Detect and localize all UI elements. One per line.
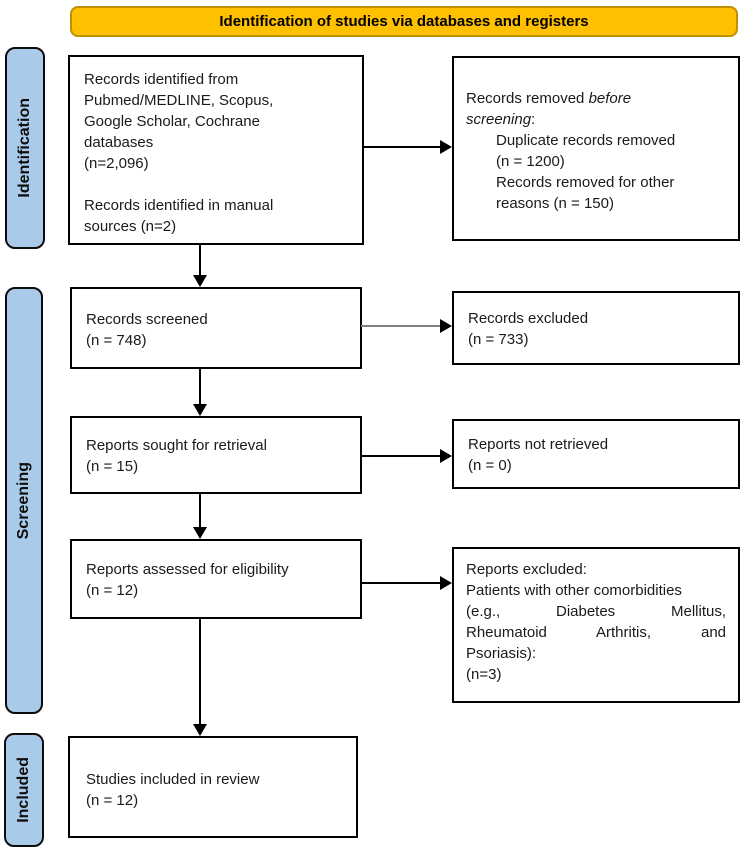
- text-line: Records identified in manual: [84, 197, 274, 214]
- arrow-shaft: [199, 619, 201, 724]
- text-line: [466, 109, 726, 130]
- arrow-head-icon: [193, 527, 207, 539]
- text-line: (n=3): [466, 666, 502, 683]
- arrow-assessed-to-reports-excluded: [361, 576, 452, 590]
- arrow-sought-to-not-retrieved: [361, 449, 452, 463]
- phase-label-included-text: Included: [15, 757, 32, 823]
- arrow-head-icon: [440, 140, 452, 154]
- arrow-shaft: [199, 245, 201, 275]
- text-line: [466, 88, 726, 109]
- text-line: Reports excluded:: [466, 561, 587, 578]
- arrow-head-icon: [193, 404, 207, 416]
- arrow-screened-to-excluded: [361, 319, 452, 333]
- box-reports-not-retrieved: [452, 419, 740, 489]
- arrow-identified-to-removed: [363, 140, 452, 154]
- arrow-head-icon: [440, 449, 452, 463]
- text-line: (n = 748): [86, 332, 147, 349]
- box-studies-included: [68, 736, 358, 838]
- phase-label-identification: [5, 47, 45, 249]
- text-line: databases: [84, 134, 154, 151]
- phase-label-included: [4, 733, 44, 847]
- text-line: Reports not retrieved: [468, 436, 609, 453]
- arrow-sought-to-assessed: [193, 494, 207, 539]
- box-records-removed: [452, 56, 740, 241]
- text-line: (n = 0): [468, 457, 512, 474]
- text-line: Records screened: [86, 311, 208, 328]
- text-line: (n = 733): [468, 331, 529, 348]
- text-line: (n = 1200): [496, 153, 565, 170]
- text-line: (n=2,096): [84, 155, 149, 172]
- text-fragment-italic: before: [588, 90, 632, 107]
- text-line: Records removed for other: [496, 174, 675, 191]
- text-line: Rheumatoid Arthritis, and: [466, 624, 726, 641]
- arrow-assessed-to-included: [193, 619, 207, 736]
- arrow-shaft: [199, 494, 201, 527]
- text-line: Reports sought for retrieval: [86, 437, 267, 454]
- box-records-excluded: [452, 291, 740, 365]
- box-records-identified: [68, 55, 364, 245]
- arrow-identified-to-screened: [193, 245, 207, 287]
- text-line: reasons (n = 150): [496, 195, 614, 212]
- text-line: Reports assessed for eligibility: [86, 561, 289, 578]
- text-line: Pubmed/MEDLINE, Scopus,: [84, 92, 274, 109]
- text-fragment: Records removed: [466, 90, 589, 107]
- text-line: Duplicate records removed: [496, 132, 676, 149]
- text-line: Google Scholar, Cochrane: [84, 113, 260, 130]
- text-line: Records excluded: [468, 310, 589, 327]
- phase-label-screening-text: Screening: [15, 461, 32, 540]
- phase-label-identification-text: Identification: [16, 98, 33, 198]
- box-reports-excluded: [452, 547, 740, 703]
- phase-label-screening: [5, 287, 43, 714]
- arrow-head-icon: [440, 319, 452, 333]
- arrow-shaft: [361, 325, 440, 327]
- text-fragment-italic: screening: [466, 111, 532, 128]
- arrow-head-icon: [193, 275, 207, 287]
- box-reports-sought: [70, 416, 362, 494]
- text-line: Psoriasis):: [466, 645, 537, 662]
- text-fragment: :: [531, 111, 536, 128]
- arrow-head-icon: [440, 576, 452, 590]
- text-line: sources (n=2): [84, 218, 177, 235]
- text-line: (n = 15): [86, 458, 139, 475]
- box-records-screened: [70, 287, 362, 369]
- arrow-shaft: [199, 369, 201, 404]
- arrow-shaft: [363, 146, 442, 148]
- box-reports-assessed: [70, 539, 362, 619]
- banner-title-text: Identification of studies via databases and registers: [219, 13, 589, 30]
- arrow-head-icon: [193, 724, 207, 736]
- text-line: Studies included in review: [86, 771, 260, 788]
- arrow-screened-to-sought: [193, 369, 207, 416]
- banner-title: [70, 6, 738, 37]
- text-line: Patients with other comorbidities: [466, 582, 682, 599]
- text-line: (n = 12): [86, 582, 139, 599]
- text-line: (n = 12): [86, 792, 139, 809]
- text-line: Records identified from: [84, 71, 239, 88]
- text-line: (e.g., Diabetes Mellitus,: [466, 603, 726, 620]
- arrow-shaft: [361, 455, 440, 457]
- arrow-shaft: [361, 582, 440, 584]
